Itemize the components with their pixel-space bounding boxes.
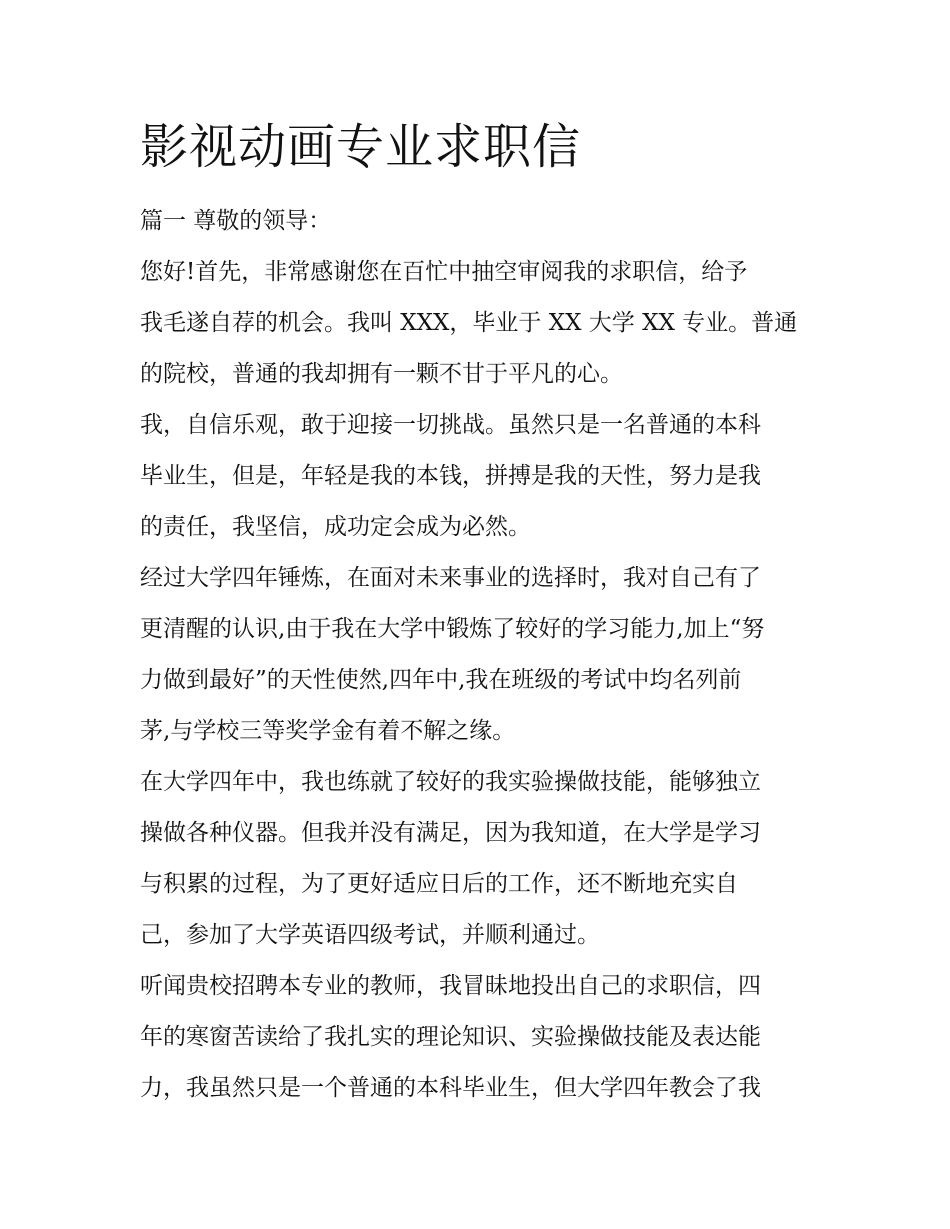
text-line: 更清醒的认识,由于我在大学中锻炼了较好的学习能力,加上“努	[140, 616, 765, 642]
document-body	[140, 196, 815, 1114]
document-title: 影视动画专业求职信	[140, 119, 582, 175]
text-line: 您好!首先，非常感谢您在百忙中抽空审阅我的求职信，给予	[140, 259, 748, 285]
text-line: 力做到最好”的天性使然,四年中,我在班级的考试中均名列前	[140, 667, 742, 693]
salutation-line: 篇一 尊敬的领导：	[140, 208, 332, 234]
text-line: 在大学四年中，我也练就了较好的我实验操做技能，能够独立	[140, 769, 761, 795]
text-line: 听闻贵校招聘本专业的教师，我冒昧地投出自己的求职信，四	[140, 973, 761, 999]
text-line: 力，我虽然只是一个普通的本科毕业生，但大学四年教会了我	[140, 1075, 761, 1101]
text-line: 毕业生，但是，年轻是我的本钱，拼搏是我的天性，努力是我	[140, 463, 761, 489]
text-line: 操做各种仪器。但我并没有满足，因为我知道，在大学是学习	[140, 820, 761, 846]
text-line: 经过大学四年锤炼，在面对未来事业的选择时，我对自己有了	[140, 565, 761, 591]
text-line: 年的寒窗苦读给了我扎实的理论知识、实验操做技能及表达能	[140, 1024, 761, 1050]
text-line: 与积累的过程，为了更好适应日后的工作，还不断地充实自	[140, 871, 738, 897]
text-line: 我，自信乐观，敢于迎接一切挑战。虽然只是一名普通的本科	[140, 412, 761, 438]
text-line: 的院校，普通的我却拥有一颗不甘于平凡的心。	[140, 361, 623, 387]
text-line: 的责任，我坚信，成功定会成为必然。	[140, 514, 531, 540]
text-line: 茅,与学校三等奖学金有着不解之缘。	[140, 718, 516, 744]
text-line: 己，参加了大学英语四级考试，并顺利通过。	[140, 922, 600, 948]
text-line: 我毛遂自荐的机会。我叫 XXX，毕业于 XX 大学 XX 专业。普通	[140, 310, 798, 336]
